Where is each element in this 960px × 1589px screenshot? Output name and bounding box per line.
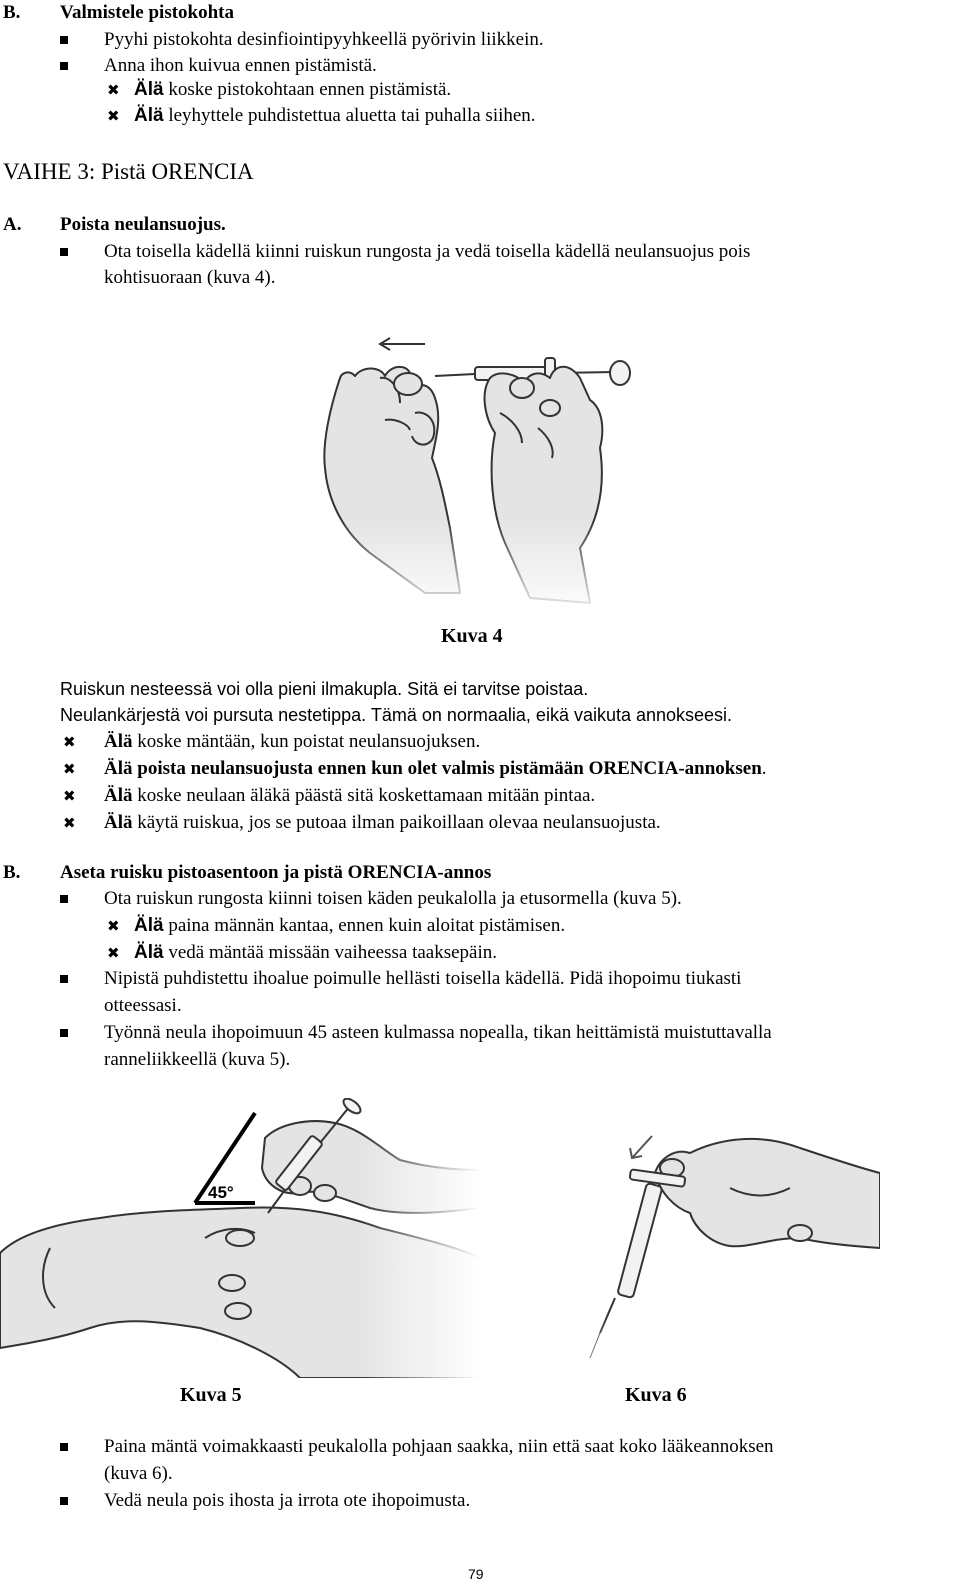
- bullet-text: Nipistä puhdistettu ihoalue poimulle hellästi toisella kädellä. Pidä ihopoimu tiukasti: [104, 968, 742, 989]
- dont-item: Älä koske pistokohtaan ennen pistämistä.: [134, 79, 452, 100]
- bullet-text: Pyyhi pistokohta desinfiointipyyhkeellä pyörivin liikkein.: [104, 29, 544, 50]
- figure-4-illustration: [300, 318, 650, 618]
- dont-item: Älä käytä ruiskua, jos se putoaa ilman paikoillaan olevaa neulansuojusta.: [104, 812, 661, 833]
- cross-icon: ✖: [107, 107, 120, 125]
- cross-icon: ✖: [107, 944, 120, 962]
- bullet-marker: [60, 36, 68, 44]
- bullet-marker: [60, 975, 68, 983]
- figure-5-caption: Kuva 5: [180, 1384, 242, 1406]
- page-number: 79: [468, 1566, 484, 1582]
- dont-item: Älä poista neulansuojusta ennen kun olet valmis pistämään ORENCIA-annoksen.: [104, 758, 767, 779]
- figure-4-caption: Kuva 4: [441, 625, 503, 647]
- bullet-marker: [60, 248, 68, 256]
- bullet-text: kohtisuoraan (kuva 4).: [104, 267, 276, 288]
- bullet-marker: [60, 1443, 68, 1451]
- section-heading: Poista neulansuojus.: [60, 214, 226, 235]
- dont-item: Älä leyhyttele puhdistettua aluetta tai puhalla siihen.: [134, 105, 536, 126]
- section-letter: B.: [3, 2, 21, 23]
- cross-icon: ✖: [107, 81, 120, 99]
- section-letter: B.: [3, 862, 21, 883]
- dont-item: Älä koske neulaan äläkä päästä sitä koskettamaan mitään pintaa.: [104, 785, 596, 806]
- section-heading: Valmistele pistokohta: [60, 2, 235, 23]
- figure-5-illustration: [0, 1098, 480, 1378]
- bullet-marker: [60, 1029, 68, 1037]
- dont-item: Älä koske mäntään, kun poistat neulansuojuksen.: [104, 731, 481, 752]
- bullet-text: Vedä neula pois ihosta ja irrota ote ihopoimusta.: [104, 1490, 471, 1511]
- bullet-marker: [60, 62, 68, 70]
- bullet-text: Anna ihon kuivua ennen pistämistä.: [104, 55, 377, 76]
- section-letter: A.: [3, 214, 22, 235]
- bullet-text: (kuva 6).: [104, 1463, 173, 1484]
- bullet-text: ranneliikkeellä (kuva 5).: [104, 1049, 291, 1070]
- section-heading: Aseta ruisku pistoasentoon ja pistä ORENCIA-annos: [60, 862, 492, 883]
- bullet-text: Paina mäntä voimakkaasti peukalolla pohjaan saakka, niin että saat koko lääkeannoksen: [104, 1436, 774, 1457]
- cross-icon: ✖: [63, 787, 76, 805]
- dont-item: Älä paina männän kantaa, ennen kuin aloitat pistämisen.: [134, 915, 566, 936]
- bullet-marker: [60, 1497, 68, 1505]
- bullet-text: otteessasi.: [104, 995, 182, 1016]
- note-text: Ruiskun nesteessä voi olla pieni ilmakupla. Sitä ei tarvitse poistaa.: [60, 679, 589, 699]
- bullet-marker: [60, 895, 68, 903]
- note-text: Neulankärjestä voi pursuta nestetippa. Tämä on normaalia, eikä vaikuta annokseesi.: [60, 705, 733, 725]
- cross-icon: ✖: [63, 814, 76, 832]
- bullet-text: Työnnä neula ihopoimuun 45 asteen kulmassa nopealla, tikan heittämistä muistuttavalla: [104, 1022, 772, 1043]
- step-heading: VAIHE 3: Pistä ORENCIA: [3, 159, 254, 184]
- cross-icon: ✖: [63, 760, 76, 778]
- bullet-text: Ota ruiskun rungosta kiinni toisen käden peukalolla ja etusormella (kuva 5).: [104, 888, 682, 909]
- cross-icon: ✖: [107, 917, 120, 935]
- figure-6-caption: Kuva 6: [625, 1384, 687, 1406]
- bullet-text: Ota toisella kädellä kiinni ruiskun rungosta ja vedä toisella kädellä neulansuojus pois: [104, 241, 751, 262]
- direction-arrow-icon: [380, 338, 425, 350]
- cross-icon: ✖: [63, 733, 76, 751]
- figure-6-illustration: [560, 1128, 880, 1388]
- dont-item: Älä vedä mäntää missään vaiheessa taaksepäin.: [134, 942, 497, 963]
